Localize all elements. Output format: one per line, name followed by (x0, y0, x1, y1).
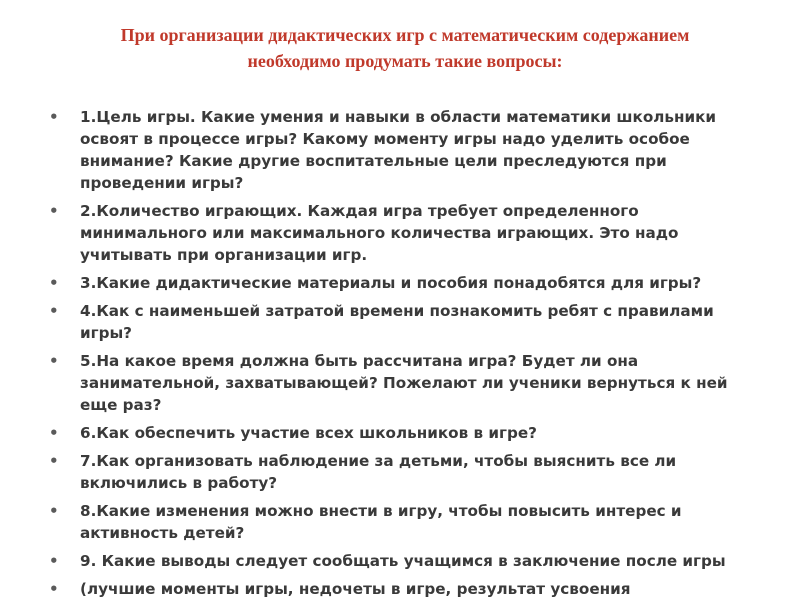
list-item-text: 1.Цель игры. Какие умения и навыки в области математики школьники освоят в процессе игры? Какому моменту игры надо уделить особое внимание? Какие другие воспитательные цели преследуются при проведении игры? (80, 108, 717, 192)
bullet-dot-icon: • (49, 352, 59, 370)
bullet-dot-icon: • (49, 552, 59, 570)
bullet-dot-icon: • (49, 424, 59, 442)
list-item-text: 9. Какие выводы следует сообщать учащимся в заключение после игры (80, 552, 726, 570)
list-item (48, 422, 753, 444)
bullet-dot-icon: • (49, 302, 59, 320)
list-item (48, 500, 753, 544)
list-item-text: 8.Какие изменения можно внести в игру, чтобы повысить интерес и активность детей? (80, 502, 682, 542)
bullet-dot-icon: • (49, 452, 59, 470)
question-list (48, 106, 753, 600)
bullet-dot-icon: • (49, 502, 59, 520)
list-item-text: 3.Какие дидактические материалы и пособия понадобятся для игры? (80, 274, 702, 292)
list-item (48, 106, 753, 194)
bullet-dot-icon: • (49, 580, 59, 598)
slide-title-line-2: необходимо продумать такие вопросы: (247, 51, 563, 71)
list-item (48, 350, 753, 416)
list-item (48, 578, 753, 600)
slide-title (40, 22, 770, 74)
list-item (48, 200, 753, 266)
list-item (48, 550, 753, 572)
list-item-text: 7.Как организовать наблюдение за детьми, чтобы выяснить все ли включились в работу? (80, 452, 677, 492)
list-item-text: 4.Как с наименьшей затратой времени познакомить ребят с правилами игры? (80, 302, 714, 342)
list-item-text: (лучшие моменты игры, недочеты в игре, результат усвоения (80, 580, 631, 598)
list-item (48, 300, 753, 344)
bullet-dot-icon: • (49, 274, 59, 292)
bullet-dot-icon: • (49, 202, 59, 220)
list-item-text: 5.На какое время должна быть рассчитана игра? Будет ли она занимательной, захватывающей? Пожелают ли ученики вернуться к ней еще раз? (80, 352, 728, 414)
slide-title-line-1: При организации дидактических игр с математическим содержанием (120, 25, 690, 45)
bullet-dot-icon: • (49, 108, 59, 126)
list-item-text: 2.Количество играющих. Каждая игра требует определенного минимального или максимального количества играющих. Это надо учитывать при организации игр. (80, 202, 679, 264)
list-item (48, 450, 753, 494)
list-item (48, 272, 753, 294)
list-item-text: 6.Как обеспечить участие всех школьников в игре? (80, 424, 537, 442)
